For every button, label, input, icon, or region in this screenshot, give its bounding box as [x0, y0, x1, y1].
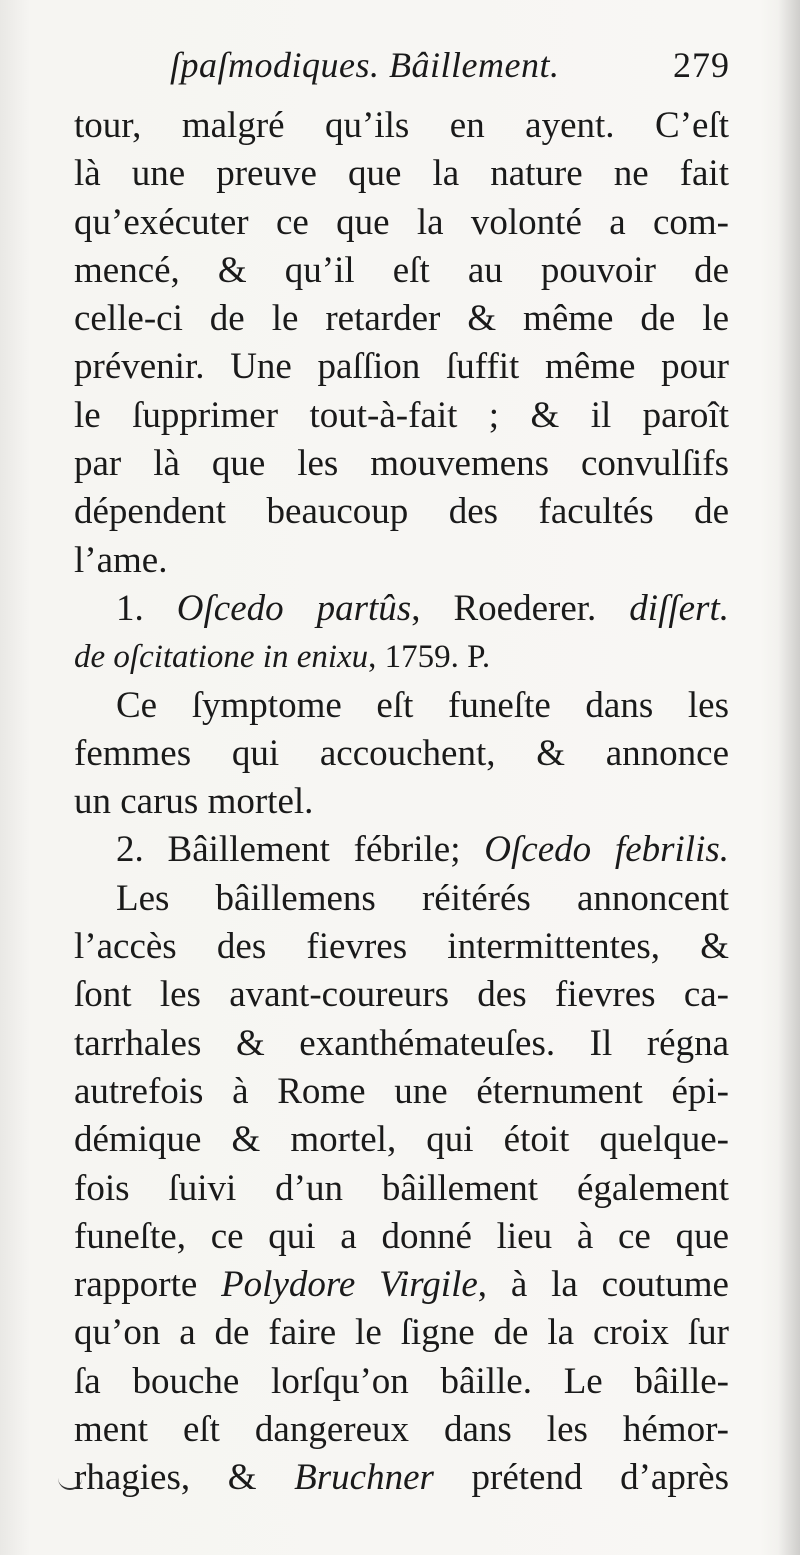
- citation-line: 1. Oſcedo partûs, Roederer. diſſert.: [116, 587, 729, 629]
- page-edge-shadow: [778, 0, 800, 1555]
- text-line: un carus mortel.: [74, 781, 314, 823]
- running-head: [170, 44, 730, 94]
- text-line: l’ame.: [74, 539, 168, 581]
- text-line: ſont les avant-coureurs des fievres ca-: [74, 974, 729, 1016]
- text-line: ment eſt dangereux dans les hémor-: [74, 1409, 729, 1451]
- text-line: funeſte, ce qui a donné lieu à ce que: [74, 1215, 729, 1257]
- text-line: tarrhales & exanthémateuſes. Il régna: [74, 1022, 729, 1064]
- text-line: tour, malgré qu’ils en ayent. C’eſt: [74, 105, 729, 146]
- text-line: autrefois à Rome une éternument épi-: [74, 1070, 729, 1112]
- section-heading-line: 2. Bâillement fébrile; Oſcedo febrilis.: [116, 829, 730, 871]
- text-line: l’accès des fievres intermittentes, &: [74, 926, 729, 968]
- page-number: 279: [673, 45, 730, 85]
- text-line: démique & mortel, qui étoit quelque-: [74, 1119, 729, 1161]
- text-line: dépendent beaucoup des facultés de: [74, 491, 729, 533]
- citation-line: de oſcitatione in enixu, 1759. P.: [74, 639, 491, 676]
- text-line: mencé, & qu’il eſt au pouvoir de: [74, 249, 729, 291]
- text-line: qu’exécuter ce que la volonté a com-: [74, 201, 729, 243]
- text-line: Les bâillemens réitérés annoncent: [116, 877, 729, 919]
- text-line: femmes qui accouchent, & annonce: [74, 732, 729, 774]
- text-line: celle-ci de le retarder & même de le: [74, 298, 729, 340]
- text-line: fois ſuivi d’un bâillement également: [74, 1167, 729, 1209]
- text-line: là une preuve que la nature ne fait: [74, 153, 729, 195]
- text-line: ſa bouche lorſqu’on bâille. Le bâille-: [74, 1360, 729, 1402]
- text-line: prévenir. Une paſſion ſuffit même pour: [74, 346, 729, 388]
- text-line: qu’on a de faire le ſigne de la croix ſur: [74, 1312, 729, 1354]
- text-line: rapporte Polydore Virgile, à la coutume: [74, 1264, 729, 1306]
- text-line: rhagies, & Bruchner prétend d’après: [74, 1457, 729, 1499]
- text-line: le ſupprimer tout-à-fait ; & il paroît: [74, 394, 729, 436]
- text-line: par là que les mouvemens convulſifs: [74, 443, 729, 485]
- running-title: ſpaſmodiques. Bâillement.: [170, 45, 560, 85]
- body-text: [74, 102, 729, 1503]
- text-line: Ce ſymptome eſt funeſte dans les: [116, 684, 729, 726]
